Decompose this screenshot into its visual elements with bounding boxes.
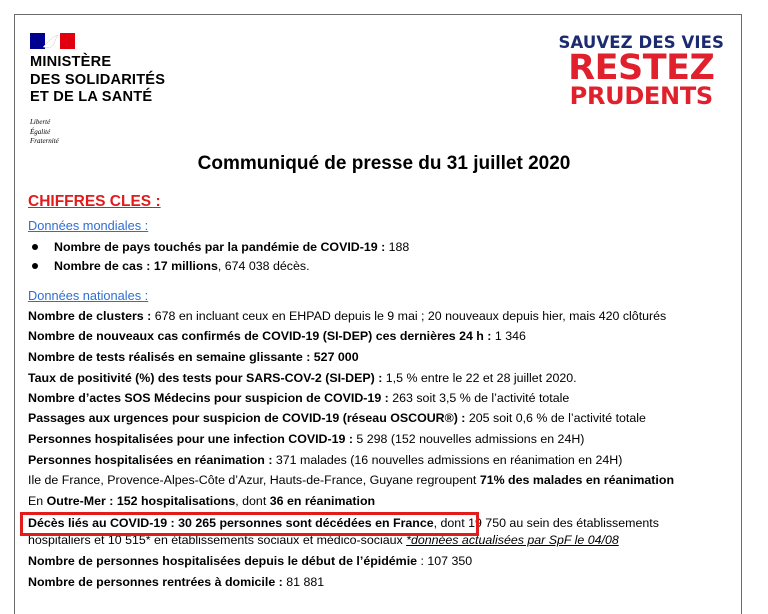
- list-item: Nombre de pays touchés par la pandémie de COVID-19 : 188: [32, 240, 409, 254]
- campaign-logo: [559, 34, 724, 109]
- stat-deaths-detail: hospitaliers et 10 515* en établissements sociaux et médico-sociaux *données actualisées par SpF le 04/08: [28, 533, 619, 547]
- campaign-middle: RESTEZ: [568, 48, 715, 88]
- motto-line: Égalité: [30, 127, 51, 136]
- stat-since-start: Nombre de personnes hospitalisées depuis le début de l’épidémie : 107 350: [28, 554, 473, 568]
- marianne-logo: [30, 33, 78, 49]
- bullet-icon: [32, 244, 38, 250]
- section-world-data: Données mondiales :: [28, 218, 149, 233]
- stat-reanimation: Personnes hospitalisées en réanimation : 371 malades (16 nouvelles admissions en réanimation en 24H): [28, 453, 623, 467]
- list-item: Nombre de cas : 17 millions, 674 038 décès.: [32, 259, 310, 273]
- stat-hospitalised: Personnes hospitalisées pour une infection COVID-19 : 5 298 (152 nouvelles admissions en 24H): [28, 432, 585, 446]
- stat-regions: Ile de France, Provence-Alpes-Côte d’Azur, Hauts-de-France, Guyane regroupent 71% des malades en réanimation: [28, 473, 675, 487]
- stat-sos: Nombre d’actes SOS Médecins pour suspicion de COVID-19 : 263 soit 3,5 % de l’activité totale: [28, 391, 570, 405]
- motto-line: Liberté: [30, 118, 51, 126]
- republic-motto: [30, 118, 59, 147]
- ministry-name: [30, 54, 165, 107]
- ministry-line: ET DE LA SANTÉ: [30, 89, 153, 105]
- stat-urgences: Passages aux urgences pour suspicion de COVID-19 (réseau OSCOUR®) : 205 soit 0,6 % de l’activité totale: [28, 411, 646, 425]
- highlight-box: [20, 512, 479, 536]
- section-key-figures: CHIFFRES CLES :: [28, 193, 161, 210]
- ministry-line: DES SOLIDARITÉS: [30, 71, 166, 88]
- ministry-line: MINISTÈRE: [30, 54, 112, 70]
- campaign-top: SAUVEZ DES VIES: [558, 33, 724, 52]
- stat-clusters: Nombre de clusters : 678 en incluant ceux en EHPAD depuis le 9 mai ; 20 nouveaux depuis hier, mais 420 clôturés: [28, 309, 667, 323]
- stat-outremer: En Outre-Mer : 152 hospitalisations, dont 36 en réanimation: [28, 494, 376, 508]
- stat-new-cases: Nombre de nouveaux cas confirmés de COVID-19 (SI-DEP) ces dernières 24 h : 1 346: [28, 329, 526, 343]
- campaign-bottom: PRUDENTS: [569, 82, 713, 110]
- stat-home: Nombre de personnes rentrées à domicile : 81 881: [28, 575, 325, 589]
- stat-tests: Nombre de tests réalisés en semaine glissante : 527 000: [28, 350, 359, 364]
- stat-deaths: Décès liés au COVID-19 : 30 265 personnes sont décédées en France, dont 19 750 au sein des établissements: [28, 516, 659, 530]
- section-national-data: Données nationales :: [28, 288, 149, 303]
- motto-line: Fraternité: [30, 137, 59, 145]
- bullet-icon: [32, 263, 38, 269]
- page-title: Communiqué de presse du 31 juillet 2020: [197, 153, 571, 174]
- stat-positivity: Taux de positivité (%) des tests pour SARS-COV-2 (SI-DEP) : 1,5 % entre le 22 et 28 juillet 2020.: [28, 371, 577, 385]
